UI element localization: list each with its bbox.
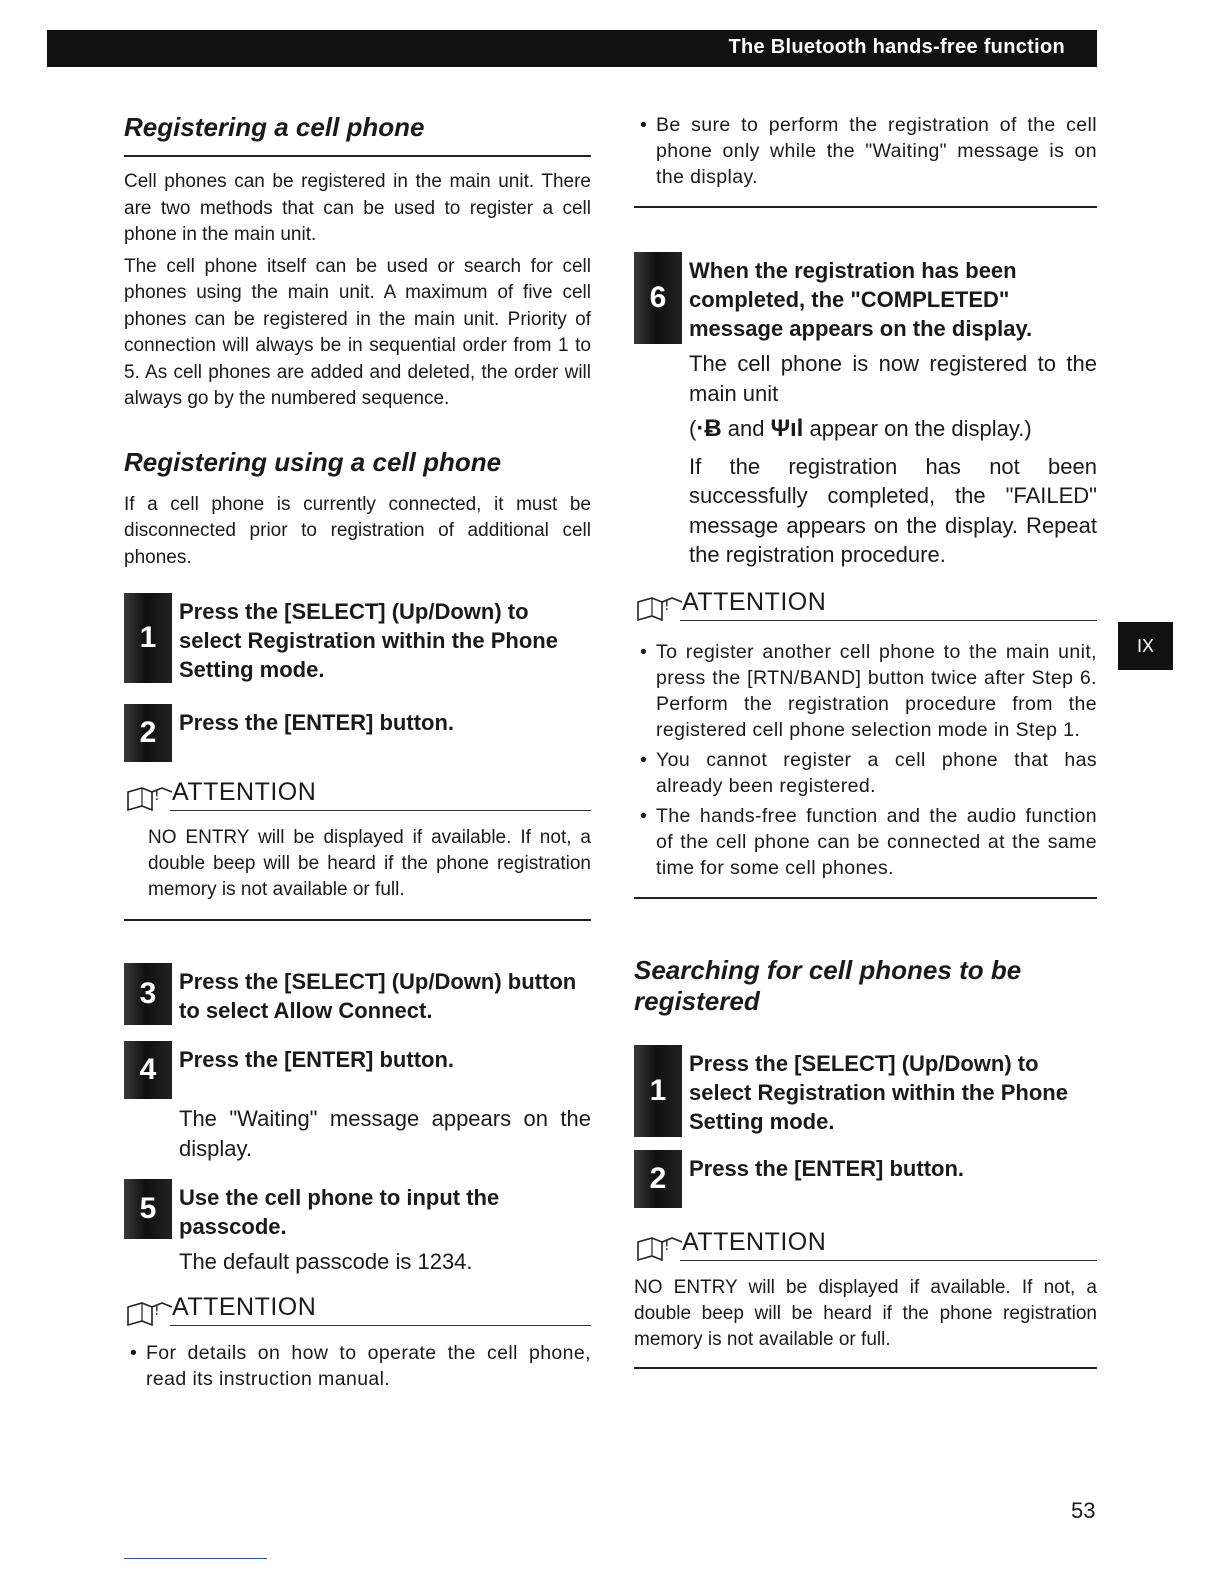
divider xyxy=(634,897,1097,899)
list-item: • Be sure to perform the registration of the cell phone only while the "Waiting" message is on the display. xyxy=(634,112,1097,190)
divider xyxy=(124,919,591,921)
bluetooth-icon: ·Ƀ xyxy=(696,415,722,442)
list-item: • For details on how to operate the cell phone, read its instruction manual. xyxy=(124,1340,591,1392)
list-item: • The hands-free function and the audio function of the cell phone can be connected at the same time for some cell phones. xyxy=(634,803,1097,881)
attention-text: NO ENTRY will be displayed if available. If not, a double beep will be heard if the phone registration memory is not available or full. xyxy=(148,827,591,900)
header-bar xyxy=(47,30,1097,67)
step-instruction: Press the [SELECT] (Up/Down) to select Registration within the Phone Setting mode. xyxy=(689,1050,1068,1134)
step-search-2 xyxy=(634,1150,1097,1210)
attention-box xyxy=(634,588,1097,899)
step-6 xyxy=(634,252,1097,570)
right-column xyxy=(634,112,1097,1369)
step-search-1 xyxy=(634,1045,1097,1136)
section-title-registering: Registering a cell phone xyxy=(124,112,425,142)
step-number-badge: 5 xyxy=(124,1179,172,1239)
step-1 xyxy=(124,593,591,684)
appear-text: appear on the display.) xyxy=(803,416,1032,441)
step-number-badge: 2 xyxy=(124,704,172,762)
step-number-badge: 1 xyxy=(124,593,172,683)
step-description: The cell phone is now registered to the main unit xyxy=(689,351,1097,406)
paragraph: If a cell phone is currently connected, it must be disconnected prior to registration of additional cell phones. xyxy=(124,493,591,568)
divider xyxy=(634,206,1097,208)
attention-box xyxy=(124,1293,591,1392)
step-4 xyxy=(124,1041,591,1163)
step-3 xyxy=(124,963,591,1025)
step-instruction: When the registration has been completed, the "COMPLETED" message appears on the display. xyxy=(689,258,1033,341)
step-number-badge: 6 xyxy=(634,252,682,344)
attention-text: NO ENTRY will be displayed if available. If not, a double beep will be heard if the phone registration memory is not available or full. xyxy=(634,1276,1097,1350)
list-item: • You cannot register a cell phone that has already been registered. xyxy=(634,747,1097,799)
step-instruction: Press the [SELECT] (Up/Down) to select Registration within the Phone Setting mode. xyxy=(179,599,558,682)
step-description: The "Waiting" message appears on the display. xyxy=(179,1106,591,1161)
step-number-badge: 1 xyxy=(634,1045,682,1137)
footer-line xyxy=(124,1558,267,1559)
svg-text:!: ! xyxy=(664,1237,670,1254)
step-5 xyxy=(124,1179,591,1277)
page-number: 53 xyxy=(1071,1498,1096,1523)
divider xyxy=(170,810,591,811)
attention-box xyxy=(634,1228,1097,1369)
list-item: • To register another cell phone to the main unit, press the [RTN/BAND] button twice after Step 6. Perform the registration procedure from the registered cell phone selection mode in Step 1. xyxy=(634,639,1097,743)
chapter-tab: IX xyxy=(1118,622,1173,670)
step-instruction: Press the [ENTER] button. xyxy=(689,1155,965,1181)
step-number-badge: 4 xyxy=(124,1041,172,1099)
header-title: The Bluetooth hands-free function xyxy=(728,36,1065,58)
step-number-badge: 2 xyxy=(634,1150,682,1208)
step-instruction: Press the [ENTER] button. xyxy=(179,1047,455,1072)
left-column xyxy=(124,108,591,1392)
attention-book-icon xyxy=(634,1232,682,1262)
divider xyxy=(680,1260,1097,1261)
divider xyxy=(124,155,591,157)
paragraph: The cell phone itself can be used or search for cell phones using the main unit. A maximum of five cell phones can be registered in the main unit. Priority of connection will always be in sequential order from 1 to 5. As cell phones are added and deleted, the order will always go by the numbered sequence. xyxy=(124,255,591,409)
attention-box xyxy=(124,778,591,921)
svg-text:!: ! xyxy=(154,1302,160,1319)
attention-label: ATTENTION xyxy=(682,1227,827,1256)
attention-header xyxy=(124,778,591,808)
attention-label: ATTENTION xyxy=(172,1292,317,1321)
divider xyxy=(634,1367,1097,1369)
step-instruction: Use the cell phone to input the passcode. xyxy=(179,1185,500,1239)
paragraph: Cell phones can be registered in the main unit. There are two methods that can be used to register a cell phone in the main unit. xyxy=(124,171,591,245)
attention-header xyxy=(124,1293,591,1323)
note-list xyxy=(634,112,1097,190)
attention-list xyxy=(124,1340,591,1392)
svg-text:!: ! xyxy=(154,788,160,804)
step-number-badge: 3 xyxy=(124,963,172,1025)
attention-book-icon xyxy=(124,1297,172,1327)
step-2 xyxy=(124,704,591,764)
status-icons-note xyxy=(689,414,1097,444)
divider xyxy=(680,620,1097,621)
step-description: The default passcode is 1234. xyxy=(179,1249,473,1274)
step-instruction: Press the [ENTER] button. xyxy=(179,710,455,735)
divider xyxy=(170,1325,591,1326)
attention-label: ATTENTION xyxy=(172,778,317,806)
step-instruction: Press the [SELECT] (Up/Down) button to select Allow Connect. xyxy=(179,969,577,1023)
attention-label: ATTENTION xyxy=(682,587,827,616)
attention-header xyxy=(634,1228,1097,1258)
signal-strength-icon: Ψıl xyxy=(770,415,804,442)
and-text: and xyxy=(721,416,771,441)
attention-header xyxy=(634,588,1097,618)
section-title-using-phone: Registering using a cell phone xyxy=(124,446,502,477)
step-description: If the registration has not been successfully completed, the "FAILED" message appears on the display. Repeat the registration procedure. xyxy=(689,453,1097,567)
attention-list xyxy=(634,639,1097,881)
attention-book-icon xyxy=(634,592,682,622)
paren-open: ( xyxy=(689,416,697,441)
svg-text:!: ! xyxy=(664,597,670,614)
section-title-searching: Searching for cell phones to be registered xyxy=(634,954,1022,1016)
attention-book-icon xyxy=(124,782,172,812)
